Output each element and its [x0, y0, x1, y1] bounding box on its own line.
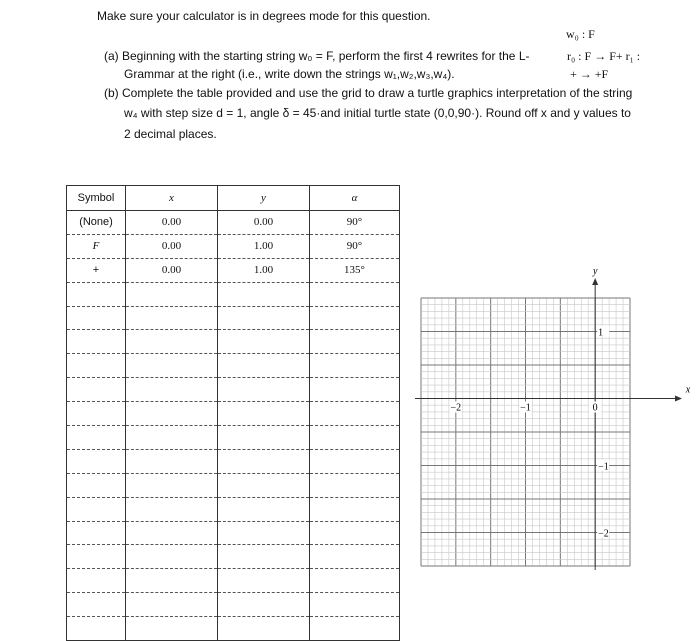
grammar-axiom: w₀ : F	[566, 27, 595, 41]
header-alpha: α	[310, 186, 400, 211]
cell-x[interactable]: 0.00	[126, 211, 218, 235]
header-symbol: Symbol	[67, 186, 126, 211]
grammar-rule-1: r₀ : F → F+ r₁ :	[567, 49, 641, 63]
cell-alpha[interactable]: 135°	[310, 258, 400, 282]
y-tick-label: −1	[598, 461, 609, 473]
cell-symbol[interactable]: (None)	[67, 211, 126, 235]
part-a-line-2: Grammar at the right (i.e., write down the strings w₁,w₂,w₃,w₄).	[124, 67, 455, 81]
part-a-line-1: (a) Beginning with the starting string w₀ = F, perform the first 4 rewrites for the L-	[104, 49, 530, 63]
x-axis-label: x	[685, 384, 691, 396]
cell-x[interactable]: 0.00	[126, 234, 218, 258]
cell-y[interactable]: 0.00	[218, 211, 310, 235]
x-axis-arrow-icon	[675, 396, 682, 402]
instructions: Make sure your calculator is in degrees mode for this question.	[97, 9, 431, 23]
cell-x[interactable]: 0.00	[126, 258, 218, 282]
cell-alpha[interactable]: 90°	[310, 211, 400, 235]
cell-y[interactable]: 1.00	[218, 258, 310, 282]
x-tick-label: 0	[592, 402, 598, 414]
y-tick-label: −2	[598, 528, 609, 540]
x-tick-label: −2	[450, 402, 462, 414]
x-tick-label: −1	[520, 402, 531, 414]
y-axis-label: y	[592, 266, 598, 277]
y-axis-arrow-icon	[592, 278, 598, 285]
cell-symbol[interactable]: +	[67, 258, 126, 282]
header-x: x	[126, 186, 218, 211]
part-b-line-2: w₄ with step size d = 1, angle δ = 45·and initial turtle state (0,0,90·). Round off x and y values to	[124, 106, 631, 120]
cell-y[interactable]: 1.00	[218, 234, 310, 258]
part-b-line-3: 2 decimal places.	[124, 127, 217, 141]
grammar-rule-2: + → +F	[570, 67, 609, 81]
header-y: y	[218, 186, 310, 211]
cell-symbol[interactable]: F	[67, 234, 126, 258]
y-tick-label: 1	[598, 327, 604, 339]
cell-alpha[interactable]: 90°	[310, 234, 400, 258]
part-b-line-1: (b) Complete the table provided and use the grid to draw a turtle graphics interpretation of the string	[104, 86, 633, 100]
